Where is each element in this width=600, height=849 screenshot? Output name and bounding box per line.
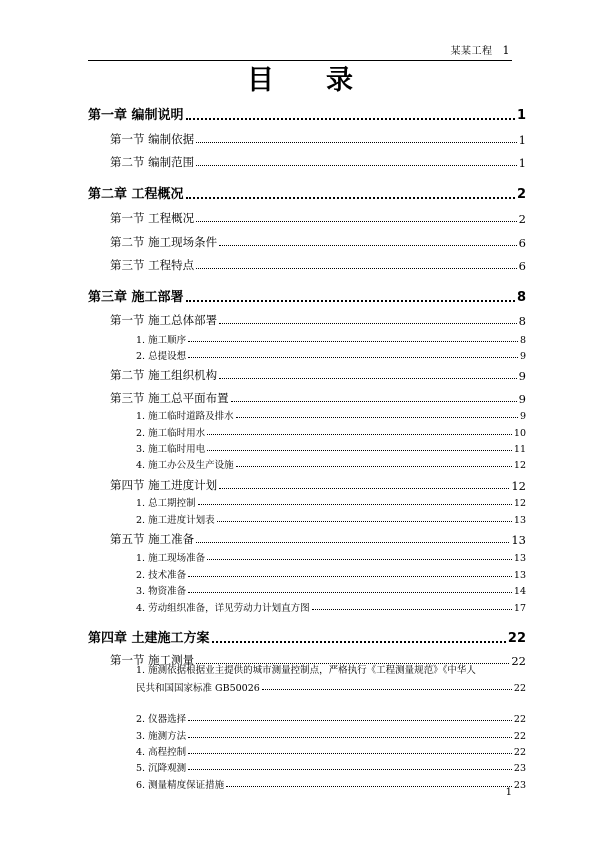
toc-entry-label: 第一章 编制说明 [88,108,184,123]
toc-dot-leader [236,417,518,418]
toc-entry-page: 10 [513,428,526,439]
toc-dot-leader [188,341,518,342]
toc-entry-page: 14 [513,586,526,597]
toc-entry-page: 23 [513,780,526,791]
toc-dot-leader [188,769,512,770]
toc-entry-item[interactable] [136,550,526,564]
toc-entry-item[interactable] [136,457,526,471]
toc-entry-label: 第三节 施工总平面布置 [110,391,229,405]
toc-dot-leader [196,221,517,222]
toc-entry-page: 12 [513,460,526,471]
toc-entry-page: 22 [513,747,526,758]
toc-entry-section[interactable] [110,234,526,250]
toc-entry-page: 6 [518,259,526,273]
toc-entry-label: 第二节 编制范围 [110,155,195,169]
toc-entry-wrapped-line: 1. 施测依据根据业主提供的城市测量控制点，严格执行《工程测量规范》《中华人 [136,665,476,676]
toc-entry-label: 2. 技术准备 [136,570,187,581]
toc-entry-page: 13 [513,553,526,564]
toc-entry-label: 第三章 施工部署 [88,290,184,305]
toc-dot-leader [231,401,517,402]
toc-title [0,58,600,97]
toc-title-char-1: 目 [247,65,274,96]
toc-entry-section[interactable] [110,367,526,383]
toc-entry-page: 2 [516,187,526,202]
toc-entry-page: 9 [519,351,526,362]
toc-dot-leader [196,165,517,166]
toc-dot-leader [219,488,509,489]
toc-dot-leader [219,245,517,246]
header-page-number: 1 [502,44,510,57]
toc-entry-item[interactable] [136,332,526,346]
toc-entry-label: 第一节 施工测量 [110,653,195,667]
toc-entry-label: 5. 沉降观测 [136,763,187,774]
toc-dot-leader [188,576,512,577]
toc-entry-section[interactable] [110,390,526,406]
toc-entry-label: 2. 总提设想 [136,351,187,362]
page-footer-number: 1 [505,787,512,798]
toc-dot-leader [312,609,512,610]
toc-entry-page: 13 [513,515,526,526]
toc-entry-para[interactable] [136,680,526,694]
toc-dot-leader [207,450,512,451]
toc-entry-item[interactable] [136,777,526,791]
toc-dot-leader [188,357,518,358]
toc-entry-page: 22 [513,714,526,725]
header-text [451,42,511,57]
toc-entry-page: 22 [513,683,526,694]
toc-entry-item[interactable] [136,512,526,526]
toc-entry-section[interactable] [110,477,526,493]
toc-entry-section[interactable] [110,154,526,170]
toc-entry-label: 第二节 施工现场条件 [110,235,218,249]
toc-entry-page: 1 [516,108,526,123]
toc-entry-label: 4. 高程控制 [136,747,187,758]
toc-entry-item[interactable] [136,567,526,581]
toc-dot-leader [188,737,512,738]
toc-dot-leader [186,197,515,199]
toc-entry-item[interactable] [136,425,526,439]
toc-entry-item[interactable] [136,495,526,509]
toc-entry-page: 9 [518,392,526,406]
toc-entry-label: 第一节 编制依据 [110,132,195,146]
toc-dot-leader [217,521,512,522]
toc-entry-label: 3. 施测方法 [136,731,187,742]
toc-entry-label: 第一节 工程概况 [110,211,195,225]
toc-entry-chapter[interactable] [88,627,526,646]
toc-entry-label: 3. 施工临时用电 [136,444,206,455]
toc-entry-page: 9 [519,411,526,422]
toc-entry-item[interactable] [136,600,526,614]
toc-entry-page: 12 [511,479,526,493]
toc-entry-page: 13 [511,533,526,547]
toc-entry-label: 1. 施工现场准备 [136,553,206,564]
toc-entry-label: 第二章 工程概况 [88,187,184,202]
toc-entry-item[interactable] [136,760,526,774]
toc-dot-leader [262,689,512,690]
toc-entry-label: 第二节 施工组织机构 [110,368,218,382]
toc-entry-page: 22 [513,731,526,742]
toc-dot-leader [186,300,515,302]
toc-dot-leader [198,504,512,505]
toc-entry-label: 1. 总工期控制 [136,498,196,509]
toc-title-char-2: 录 [326,65,353,96]
toc-entry-section[interactable] [110,312,526,328]
toc-entry-label: 2. 施工临时用水 [136,428,206,439]
toc-entry-page: 1 [518,133,526,147]
toc-entry-section[interactable] [110,210,526,226]
toc-dot-leader [207,559,512,560]
toc-entry-page: 12 [513,498,526,509]
toc-dot-leader [196,142,517,143]
toc-entry-section[interactable] [110,257,526,273]
toc-entry-label: 1. 施工临时道路及排水 [136,411,234,422]
toc-entry-page: 11 [513,444,526,455]
toc-entry-page: 22 [511,654,526,668]
toc-dot-leader [226,786,512,787]
toc-entry-label: 4. 劳动组织准备，详见劳动力计划直方图 [136,603,310,614]
toc-entry-page: 23 [513,763,526,774]
toc-dot-leader [196,542,509,543]
header-title: 某某工程 [450,46,493,57]
toc-entry-label: 第四章 土建施工方案 [88,631,210,646]
toc-dot-leader [188,720,512,721]
toc-entry-label: 3. 物资准备 [136,586,187,597]
toc-entry-chapter[interactable] [88,104,526,123]
toc-entry-chapter[interactable] [88,286,526,305]
toc-dot-leader [219,378,517,379]
toc-entry-label: 第四节 施工进度计划 [110,478,218,492]
toc-entry-item[interactable] [136,728,526,742]
toc-entry-item[interactable] [136,583,526,597]
toc-entry-item[interactable] [136,744,526,758]
toc-entry-label: 第三节 工程特点 [110,258,195,272]
toc-entry-section[interactable] [110,131,526,147]
toc-entry-page: 13 [513,570,526,581]
toc-dot-leader [219,323,517,324]
toc-entry-page: 22 [507,631,526,646]
toc-entry-page: 8 [516,290,526,305]
toc-dot-leader [207,434,512,435]
toc-entry-label: 第五节 施工准备 [110,532,195,546]
toc-entry-label: 民共和国国家标准 GB50026 [136,683,260,694]
toc-entry-page: 8 [519,335,526,346]
toc-entry-page: 9 [518,369,526,383]
toc-dot-leader [236,466,512,467]
toc-entry-page: 8 [518,314,526,328]
toc-dot-leader [188,753,512,754]
toc-entry-item[interactable] [136,711,526,725]
toc-dot-leader [186,118,515,120]
toc-entry-label: 2. 施工进度计划表 [136,515,215,526]
toc-dot-leader [196,268,517,269]
toc-dot-leader [212,641,506,643]
toc-entry-label: 4. 施工办公及生产设施 [136,460,234,471]
toc-entry-page: 1 [518,156,526,170]
toc-entry-page: 17 [513,603,526,614]
toc-entry-page: 6 [518,236,526,250]
toc-entry-item[interactable] [136,408,526,422]
toc-entry-chapter[interactable] [88,183,526,202]
toc-entry-page: 2 [518,212,526,226]
toc-entry-label: 第一节 施工总体部署 [110,313,218,327]
toc-dot-leader [188,592,512,593]
toc-entry-label: 2. 仪器选择 [136,714,187,725]
toc-entry-item[interactable] [136,348,526,362]
toc-entry-label: 6. 测量精度保证措施 [136,780,225,791]
toc-entry-item[interactable] [136,441,526,455]
toc-entry-section[interactable] [110,531,526,547]
toc-entry-label: 1. 施工顺序 [136,335,187,346]
